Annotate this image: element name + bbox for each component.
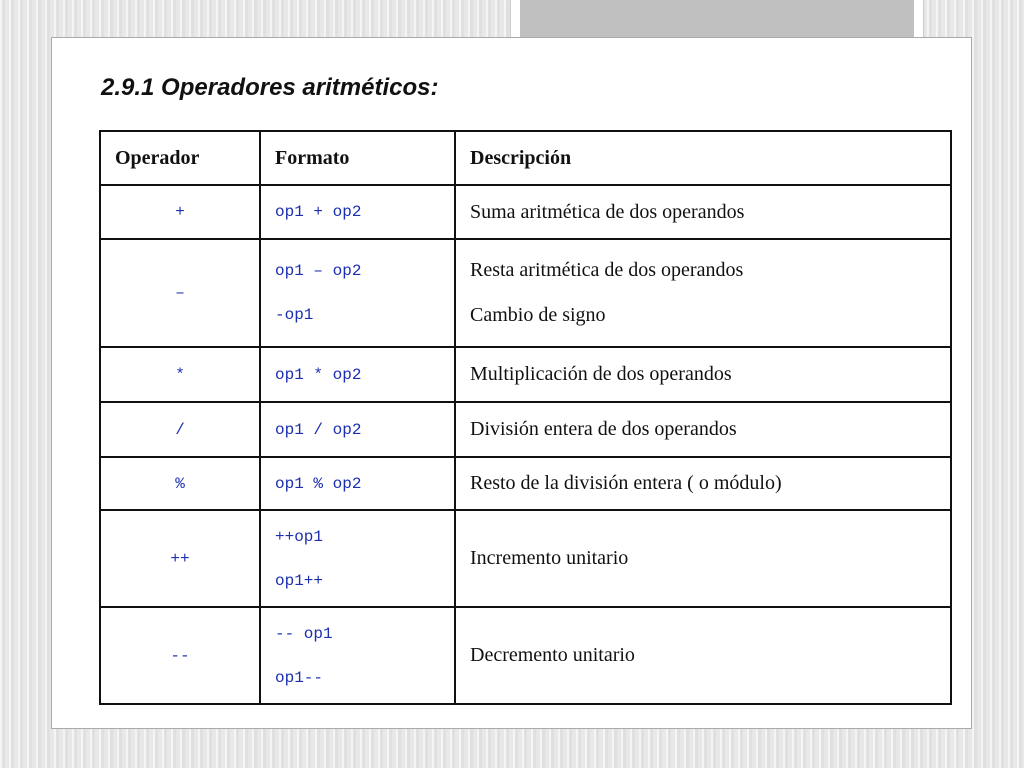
operator-cell: + bbox=[100, 185, 260, 239]
header-operator: Operador bbox=[100, 131, 260, 185]
operators-table bbox=[99, 130, 952, 705]
description-line: Resto de la división entera ( o módulo) bbox=[470, 472, 782, 494]
description-line: División entera de dos operandos bbox=[470, 418, 737, 440]
operator-cell: ++ bbox=[100, 510, 260, 607]
format-line: op1 % op2 bbox=[275, 474, 362, 493]
description-cell bbox=[455, 239, 951, 347]
format-line: op1 + op2 bbox=[275, 203, 362, 221]
description-cell bbox=[455, 457, 951, 510]
format-line: -op1 bbox=[275, 306, 314, 324]
operator-cell: – bbox=[100, 239, 260, 347]
description-line: Decremento unitario bbox=[470, 644, 635, 666]
table-row bbox=[100, 457, 951, 510]
format-line: op1 – op2 bbox=[275, 262, 362, 280]
description-line: Incremento unitario bbox=[470, 547, 629, 569]
table-header-row bbox=[100, 131, 951, 185]
description-cell bbox=[455, 185, 951, 239]
format-line: -- op1 bbox=[275, 624, 333, 643]
format-cell bbox=[260, 185, 455, 239]
operator-cell: / bbox=[100, 402, 260, 457]
format-cell bbox=[260, 402, 455, 457]
format-line: op1 * op2 bbox=[275, 365, 362, 384]
table-row bbox=[100, 239, 951, 347]
description-line: Cambio de signo bbox=[470, 304, 606, 326]
document-panel bbox=[51, 37, 972, 729]
description-cell bbox=[455, 510, 951, 607]
format-cell bbox=[260, 457, 455, 510]
format-cell bbox=[260, 347, 455, 402]
description-cell bbox=[455, 347, 951, 402]
description-cell bbox=[455, 402, 951, 457]
format-line: op1-- bbox=[275, 668, 324, 687]
table-row bbox=[100, 185, 951, 239]
header-description: Descripción bbox=[455, 131, 951, 185]
format-cell bbox=[260, 239, 455, 347]
table-row bbox=[100, 347, 951, 402]
format-cell bbox=[260, 510, 455, 607]
format-line: op1 / op2 bbox=[275, 420, 362, 439]
section-title: 2.9.1 Operadores aritméticos: bbox=[101, 74, 439, 101]
header-format: Formato bbox=[260, 131, 455, 185]
table-row bbox=[100, 607, 951, 704]
table-row bbox=[100, 402, 951, 457]
operator-cell: % bbox=[100, 457, 260, 510]
format-cell bbox=[260, 607, 455, 704]
description-cell bbox=[455, 607, 951, 704]
format-line: op1++ bbox=[275, 571, 324, 590]
format-line: ++op1 bbox=[275, 527, 324, 546]
table-row bbox=[100, 510, 951, 607]
operator-cell: * bbox=[100, 347, 260, 402]
description-line: Suma aritmética de dos operandos bbox=[470, 200, 745, 223]
operator-cell: -- bbox=[100, 607, 260, 704]
description-line: Multiplicación de dos operandos bbox=[470, 363, 732, 385]
description-line: Resta aritmética de dos operandos bbox=[470, 259, 744, 281]
